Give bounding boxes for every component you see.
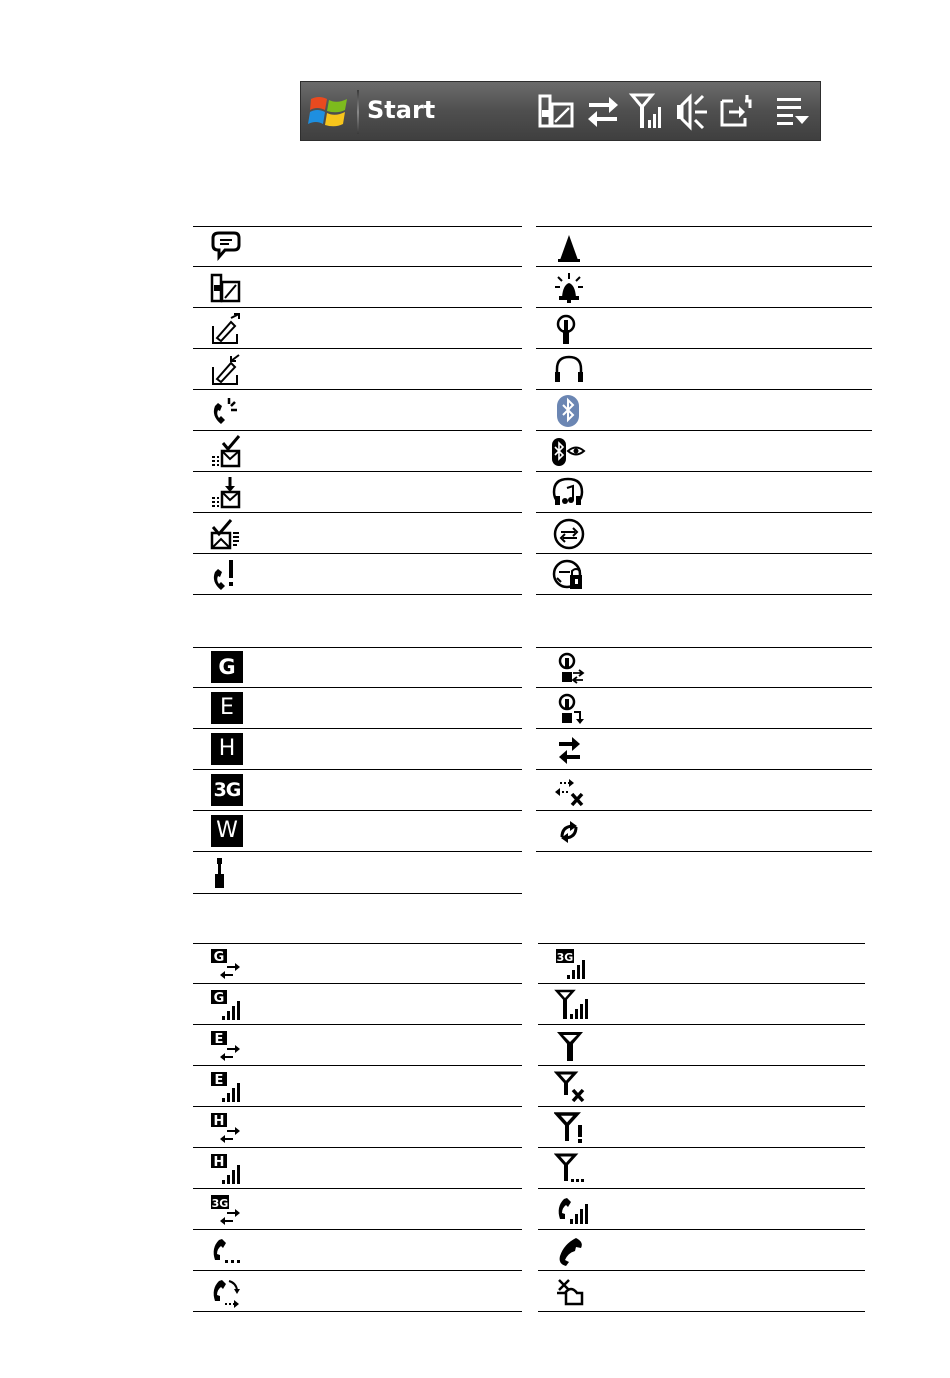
list-item bbox=[536, 647, 872, 688]
list-item bbox=[193, 554, 522, 595]
battery-charging-icon[interactable] bbox=[717, 92, 757, 132]
list-item bbox=[536, 729, 872, 770]
bluetooth-visible-icon bbox=[552, 435, 586, 469]
edge-signal-icon bbox=[209, 1070, 243, 1104]
svg-text:G: G bbox=[213, 950, 225, 965]
tower-icon bbox=[207, 856, 241, 890]
message-bubble-icon bbox=[209, 230, 243, 264]
list-item bbox=[193, 308, 522, 349]
start-button-label[interactable]: Start bbox=[367, 96, 436, 124]
call-signal-icon bbox=[554, 1193, 588, 1227]
call-hold-icon bbox=[554, 1275, 588, 1309]
list-item bbox=[536, 226, 872, 267]
antenna-solid-icon bbox=[554, 1029, 588, 1063]
3g-transfer-icon bbox=[209, 1193, 243, 1227]
list-item bbox=[193, 1066, 522, 1107]
list-item bbox=[536, 267, 872, 308]
list-item bbox=[193, 984, 522, 1025]
svg-text:H: H bbox=[213, 1114, 225, 1129]
headphones-icon bbox=[552, 353, 586, 387]
antenna-no-signal-icon bbox=[554, 1070, 588, 1104]
list-item bbox=[536, 472, 872, 513]
gprs-transfer-icon bbox=[209, 947, 243, 981]
3g-icon: 3G bbox=[211, 774, 243, 806]
edge-icon: E bbox=[211, 692, 243, 724]
antenna-arrow-icon bbox=[552, 692, 586, 726]
list-item bbox=[193, 647, 522, 688]
svg-text:E: E bbox=[214, 1032, 224, 1047]
start-taskbar bbox=[300, 81, 821, 141]
list-item bbox=[538, 1025, 865, 1066]
incoming-edit-icon bbox=[209, 353, 243, 387]
notification-list-icon[interactable] bbox=[773, 92, 813, 132]
list-item bbox=[193, 1271, 522, 1312]
sync-icon bbox=[552, 517, 586, 551]
rotating-arrows-icon bbox=[552, 815, 586, 849]
call-transfer-icon bbox=[209, 1275, 243, 1309]
alarm-icon bbox=[552, 271, 586, 305]
list-item bbox=[193, 1189, 522, 1230]
hsdpa-icon: H bbox=[211, 733, 243, 765]
svg-text:3G: 3G bbox=[211, 1197, 229, 1210]
edge-transfer-icon bbox=[209, 1029, 243, 1063]
svg-text:E: E bbox=[214, 1073, 224, 1088]
list-item bbox=[536, 308, 872, 349]
hsdpa-signal-icon bbox=[209, 1152, 243, 1186]
list-item bbox=[536, 390, 872, 431]
headset-antenna-icon bbox=[552, 312, 586, 346]
gprs-icon: G bbox=[211, 651, 243, 683]
list-item bbox=[193, 226, 522, 267]
svg-text:H: H bbox=[213, 1155, 225, 1170]
list-item bbox=[536, 513, 872, 554]
list-item bbox=[536, 688, 872, 729]
list-item bbox=[193, 852, 522, 894]
list-item bbox=[193, 1230, 522, 1271]
list-item bbox=[538, 943, 865, 984]
arrows-transfer-x-icon bbox=[552, 774, 586, 808]
list-item bbox=[193, 1025, 522, 1066]
signal-strength-icon[interactable] bbox=[627, 92, 667, 132]
bluetooth-icon bbox=[552, 394, 586, 428]
windows-logo-icon[interactable] bbox=[307, 90, 351, 134]
list-item bbox=[538, 1066, 865, 1107]
sync-locked-icon bbox=[552, 558, 586, 592]
list-item bbox=[536, 554, 872, 595]
antenna-searching-icon bbox=[554, 1152, 588, 1186]
list-item bbox=[193, 431, 522, 472]
call-alert-icon bbox=[209, 558, 243, 592]
antenna-sync-icon bbox=[552, 651, 586, 685]
phone-service-icon[interactable] bbox=[537, 92, 577, 132]
list-item bbox=[193, 688, 522, 729]
3g-signal-icon bbox=[554, 947, 588, 981]
data-connection-icon[interactable] bbox=[583, 92, 623, 132]
phone-off-icon bbox=[209, 271, 243, 305]
list-item bbox=[193, 267, 522, 308]
list-item bbox=[193, 513, 522, 554]
sms-sent-icon bbox=[209, 435, 243, 469]
outgoing-edit-icon bbox=[209, 312, 243, 346]
list-item bbox=[193, 1148, 522, 1189]
arrows-transfer-icon bbox=[552, 733, 586, 767]
svg-text:3G: 3G bbox=[556, 951, 574, 964]
list-item bbox=[536, 431, 872, 472]
music-headphone-icon bbox=[552, 476, 586, 510]
list-item bbox=[193, 349, 522, 390]
taskbar-separator bbox=[357, 90, 359, 134]
speaker-mute-icon[interactable] bbox=[673, 92, 713, 132]
svg-text:G: G bbox=[213, 991, 225, 1006]
call-active-icon bbox=[554, 1234, 588, 1268]
antenna-alert-icon bbox=[554, 1111, 588, 1145]
list-item bbox=[193, 472, 522, 513]
list-item bbox=[538, 1271, 865, 1312]
list-item bbox=[193, 390, 522, 431]
list-item bbox=[536, 349, 872, 390]
antenna-signal-icon bbox=[554, 988, 588, 1022]
cone-icon bbox=[552, 230, 586, 264]
list-item bbox=[193, 770, 522, 811]
list-item bbox=[536, 811, 872, 852]
list-item bbox=[193, 1107, 522, 1148]
missed-call-icon bbox=[209, 394, 243, 428]
list-item bbox=[538, 1189, 865, 1230]
list-item bbox=[538, 984, 865, 1025]
call-dialing-icon bbox=[209, 1234, 243, 1268]
sms-received-icon bbox=[209, 476, 243, 510]
list-item bbox=[536, 770, 872, 811]
list-item bbox=[193, 729, 522, 770]
list-item bbox=[538, 1148, 865, 1189]
gprs-signal-icon bbox=[209, 988, 243, 1022]
list-item bbox=[538, 1107, 865, 1148]
list-item bbox=[538, 1230, 865, 1271]
list-item bbox=[193, 811, 522, 852]
list-item bbox=[193, 943, 522, 984]
mail-read-icon bbox=[209, 517, 243, 551]
hsdpa-transfer-icon bbox=[209, 1111, 243, 1145]
wifi-icon: W bbox=[211, 815, 243, 847]
